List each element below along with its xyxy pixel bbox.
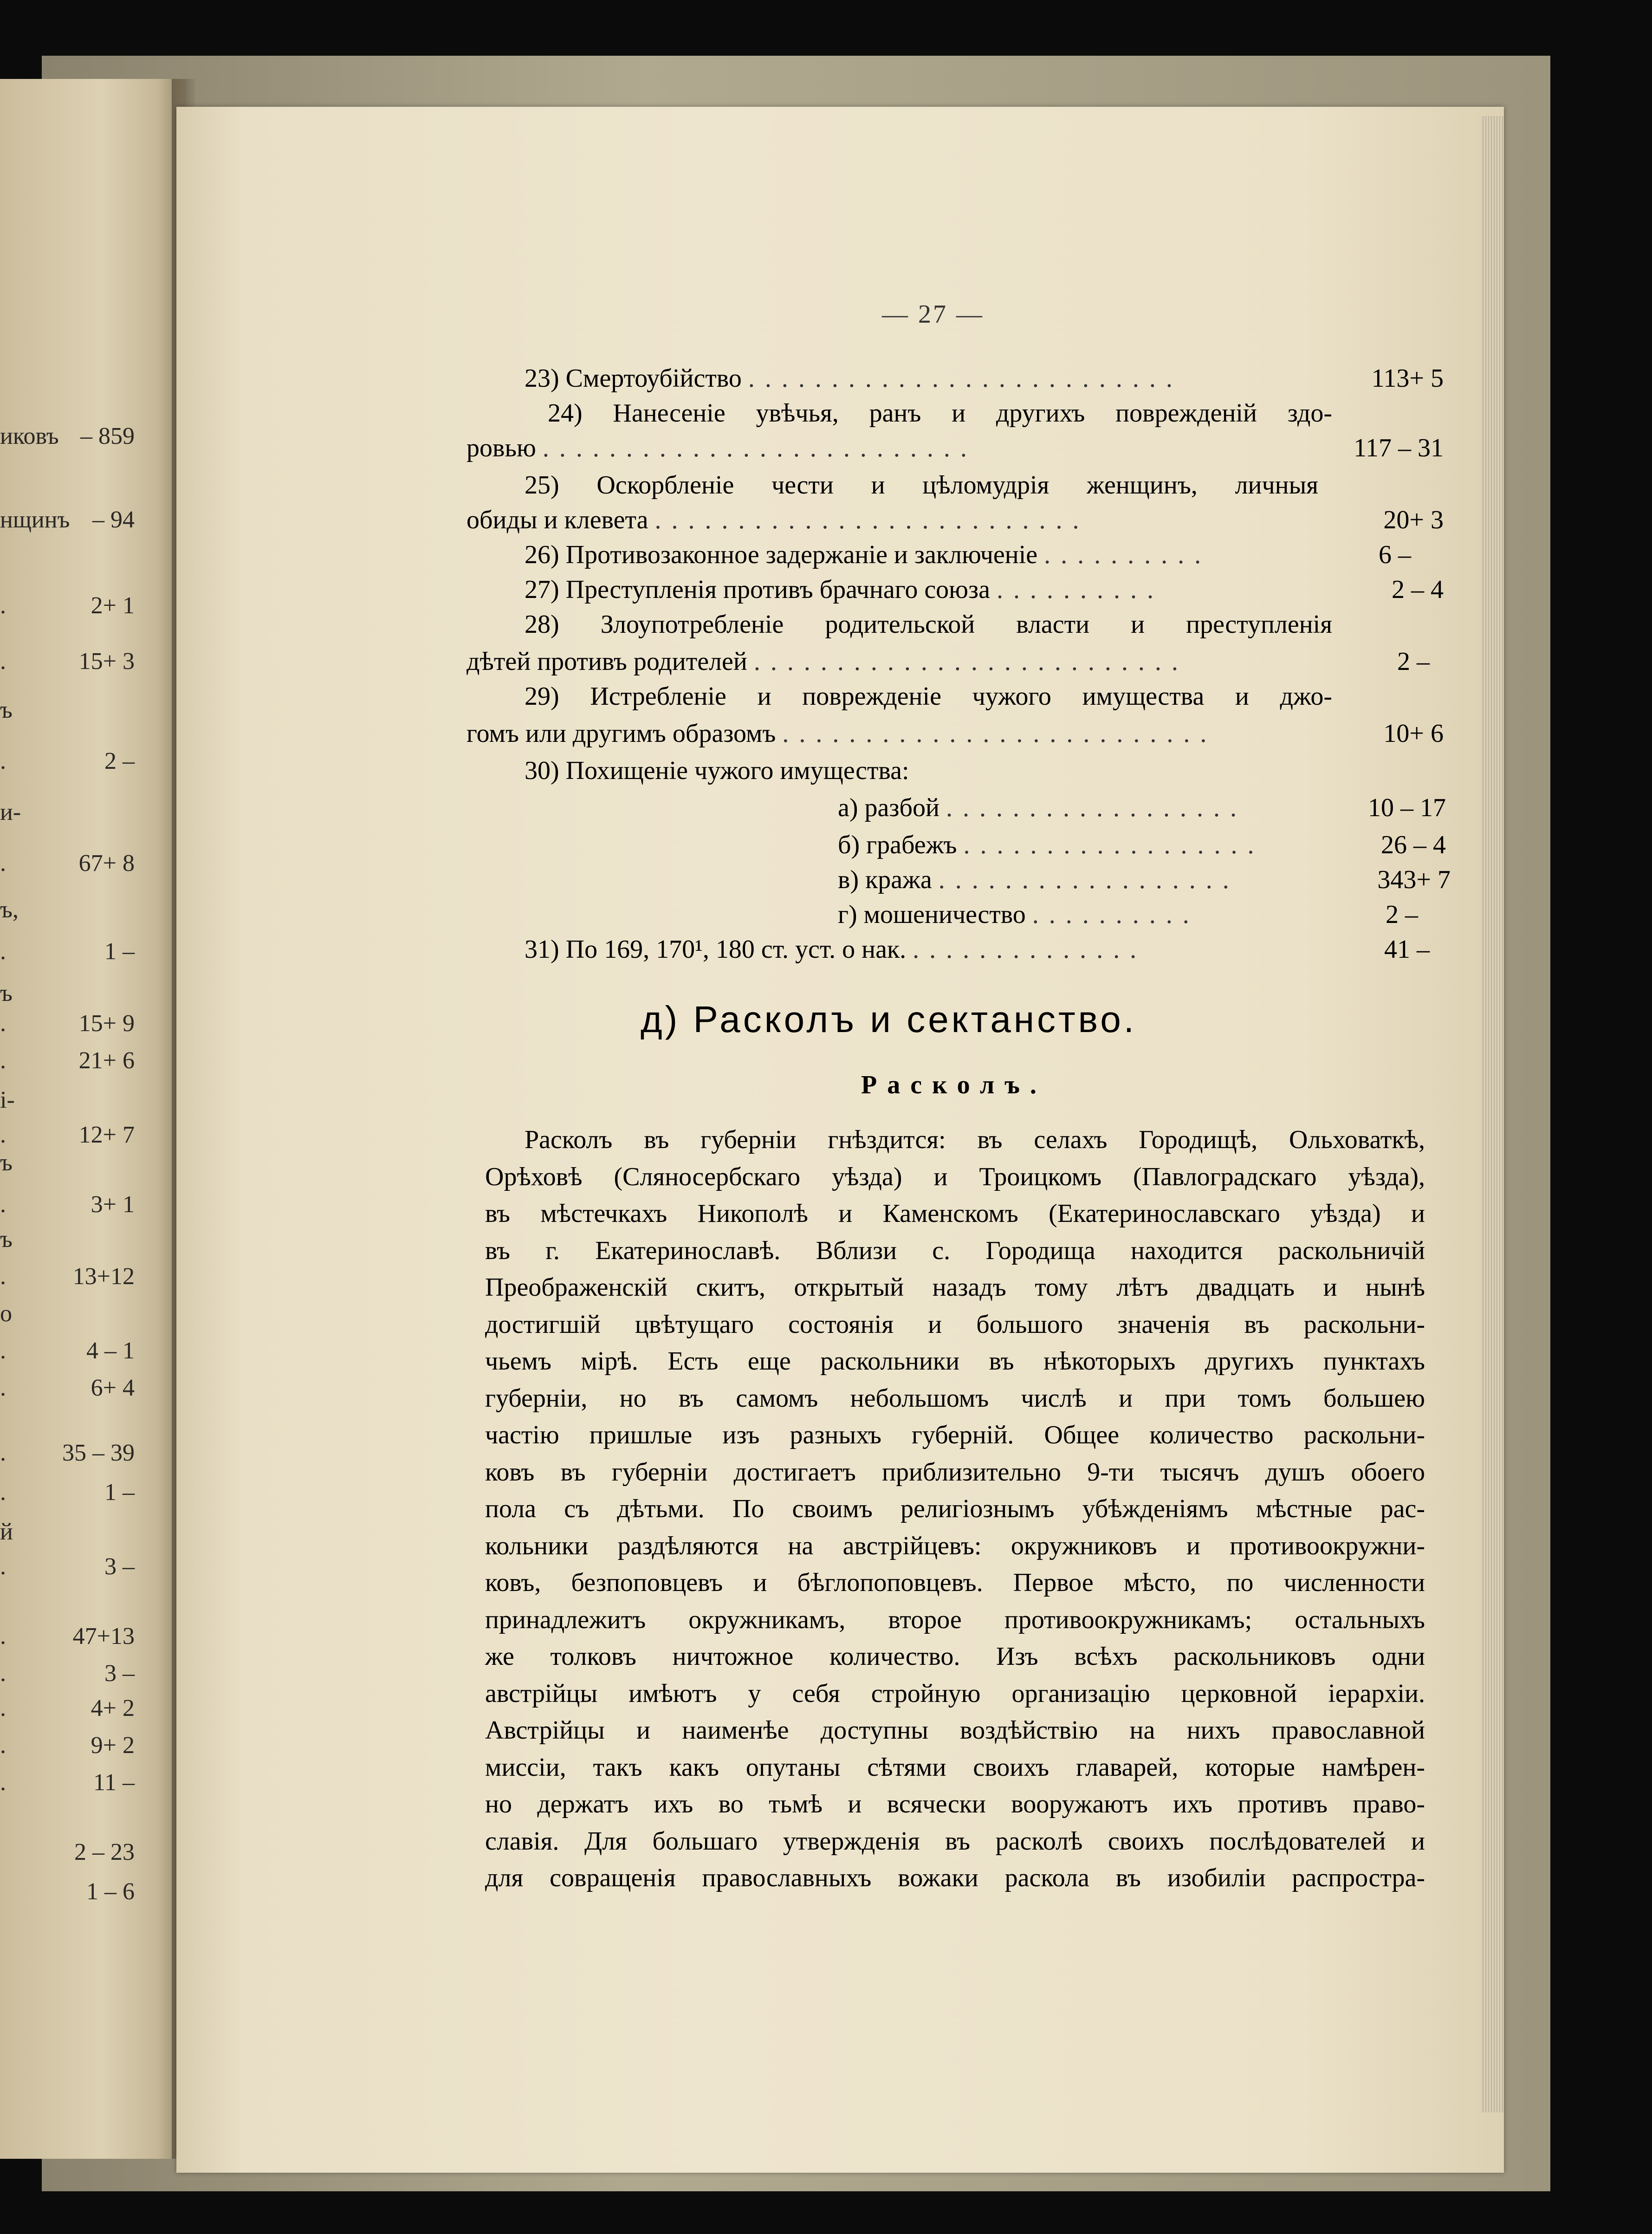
paragraph-line: но держатъ ихъ во тьмѣ и всячески вооружаютъ ихъ противъ право- [485, 1790, 1425, 1818]
list-item-24: ровью .......................... 117 – 31 [466, 432, 1444, 464]
left-page-number: – 859 [80, 423, 135, 449]
list-item-value: 41 – [1384, 935, 1430, 964]
list-item-29: гомъ или другимъ образомъ .......................... 10+ 6 [466, 717, 1444, 750]
list-item-value: 2 – 4 [1392, 575, 1444, 604]
left-page-line [0, 1086, 186, 1114]
left-page-text: . [0, 1122, 6, 1148]
left-page-number: 3 – [104, 1660, 135, 1687]
left-page-text: . [0, 1263, 6, 1290]
left-page-text: ъ [0, 1149, 13, 1176]
list-item-24-line1: 24) Нанесеніе увѣчья, ранъ и другихъ поврежденій здо- [548, 399, 1332, 428]
left-page-line [0, 506, 186, 534]
list-item-28-line1: 28) Злоупотребленіе родительской власти и преступленія [525, 610, 1332, 639]
page-number: — 27 — [882, 300, 984, 329]
left-page-line [0, 1191, 186, 1219]
list-item-label: обиды и клевета [466, 506, 648, 534]
list-item-value: 2 – [1397, 647, 1430, 676]
left-page [0, 79, 186, 2159]
left-page-number: 11 – [93, 1769, 135, 1796]
paragraph-line: славія. Для большаго утвержденія въ расколѣ своихъ послѣдователей и [485, 1826, 1425, 1856]
list-item-30b: б) грабежъ .................. 26 – 4 [838, 829, 1446, 861]
left-page-text: . [0, 1191, 6, 1218]
left-page-number: 3+ 1 [91, 1191, 135, 1218]
left-page-line [0, 1479, 186, 1507]
left-page-text: ъ [0, 980, 13, 1007]
list-item-value: 10 – 17 [1368, 793, 1446, 822]
left-page-number: 21+ 6 [78, 1047, 135, 1074]
left-page-text: . [0, 1479, 6, 1506]
left-page-line [0, 747, 186, 775]
left-page-text: . [0, 1769, 6, 1796]
left-page-line [0, 1623, 186, 1650]
left-page-line [0, 896, 186, 924]
left-page-number: – 94 [92, 507, 135, 533]
list-item-25: обиды и клевета .......................... 20+ 3 [466, 504, 1444, 536]
left-page-text: ъ, [0, 896, 19, 923]
paragraph-line: въ мѣстечкахъ Никополѣ и Каменскомъ (Екатеринославскаго уѣзда) и [485, 1199, 1425, 1228]
left-page-number: 13+12 [72, 1263, 135, 1290]
left-page-line [0, 1838, 186, 1866]
left-page-text: . [0, 1695, 6, 1721]
list-item-value: 10+ 6 [1383, 719, 1444, 748]
list-item-label: в) кража [838, 865, 932, 894]
left-page-line [0, 1660, 186, 1688]
left-page-text: . [0, 1553, 6, 1580]
list-item-value: 113+ 5 [1371, 364, 1444, 393]
left-page-text: . [0, 850, 6, 877]
left-page-number: 3 – [104, 1553, 135, 1580]
left-page-line [0, 1149, 186, 1177]
left-page-line [0, 1121, 186, 1149]
left-page-text: ъ [0, 697, 13, 723]
paragraph-line: пола съ дѣтьми. По своимъ религіознымъ убѣжденіямъ мѣстные рас- [485, 1494, 1425, 1523]
paragraph-line: ковъ въ губерніи достигаетъ приблизительно 9-ти тысячъ душъ обоего [485, 1457, 1425, 1487]
left-page-number: 9+ 2 [91, 1732, 135, 1759]
left-page-text: . [0, 1338, 6, 1364]
list-item-label: гомъ или другимъ образомъ [466, 719, 776, 748]
left-page-text: і- [0, 1087, 15, 1113]
paragraph-line: миссіи, такъ какъ опутаны сѣтями своихъ главарей, которые намѣрен- [485, 1753, 1425, 1782]
left-page-number: 67+ 8 [78, 850, 135, 877]
left-page-line [0, 1226, 186, 1253]
list-item-23: 23) Смертоубійство .......................... 113+ 5 [525, 362, 1444, 395]
left-page-text: и- [0, 799, 21, 825]
left-page-line [0, 1300, 186, 1328]
list-item-31: 31) По 169, 170¹, 180 ст. уст. о нак. .............. 41 – [525, 933, 1444, 966]
left-page-line [0, 799, 186, 826]
paragraph-line: же толковъ ничтожное количество. Изъ всѣхъ раскольниковъ одни [485, 1642, 1425, 1671]
left-page-line [0, 1374, 186, 1402]
left-page-text: . [0, 1623, 6, 1650]
left-page-text: . [0, 1375, 6, 1401]
left-page-text: иковъ [0, 423, 59, 449]
paragraph-line: кольники раздѣляются на австрійцевъ: окружниковъ и противоокружни- [485, 1531, 1425, 1560]
left-page-line [0, 696, 186, 724]
paragraph-line: Орѣховѣ (Сляносербскаго уѣзда) и Троицкомъ (Павлоградскаго уѣзда), [485, 1162, 1425, 1191]
paragraph-line: губерніи, но въ самомъ небольшомъ числѣ и при томъ большею [485, 1383, 1425, 1413]
left-page-text: . [0, 748, 6, 774]
left-page-number: 6+ 4 [91, 1375, 135, 1401]
list-item-30d: г) мошеничество .......... 2 – [838, 898, 1446, 931]
list-item-label: 23) Смертоубійство [525, 364, 742, 393]
left-page-line [0, 1047, 186, 1075]
list-item-30: 30) Похищеніе чужого имущества: [525, 756, 909, 785]
left-page-text: й [0, 1519, 13, 1545]
left-page-number: 2 – 23 [74, 1839, 135, 1865]
list-item-26: 26) Противозаконное задержаніе и заключеніе .......... 6 – [525, 539, 1444, 571]
paragraph-line: въ г. Екатеринославѣ. Вблизи с. Городища находится раскольничій [485, 1236, 1425, 1265]
left-page-text: нщинъ [0, 507, 70, 533]
paragraph-line: чьемъ мірѣ. Есть еще раскольники въ нѣкоторыхъ другихъ пунктахъ [485, 1347, 1425, 1376]
list-item-value: 26 – 4 [1381, 831, 1446, 859]
left-page-text: . [0, 1047, 6, 1074]
left-page-line [0, 592, 186, 620]
list-item-value: 343+ 7 [1377, 865, 1451, 894]
left-page-text: . [0, 1010, 6, 1037]
left-page-text: . [0, 1440, 6, 1466]
list-item-30c: в) кража .................. 343+ 7 [838, 864, 1451, 896]
list-item-label: дѣтей противъ родителей [466, 647, 747, 676]
paragraph-line: австрійцы имѣютъ у себя стройную организацію церковной іерархіи. [485, 1679, 1425, 1708]
left-page-number: 12+ 7 [78, 1122, 135, 1148]
left-page-line [0, 648, 186, 675]
page-edges [1481, 116, 1504, 2112]
list-item-28: дѣтей противъ родителей .......................... 2 – [466, 645, 1444, 678]
left-page-number: 4+ 2 [91, 1695, 135, 1721]
list-item-value: 117 – 31 [1354, 434, 1444, 462]
left-page-text: о [0, 1300, 12, 1327]
list-item-label: а) разбой [838, 793, 939, 822]
list-item-label: 31) По 169, 170¹, 180 ст. уст. о нак. [525, 935, 907, 964]
paragraph-line: для совращенія православныхъ вожаки раскола въ изобиліи распростра- [485, 1864, 1425, 1892]
subsection-title: Расколъ. [861, 1071, 1047, 1099]
left-page-text: ъ [0, 1226, 13, 1253]
list-item-27: 27) Преступленія противъ брачнаго союза .......... 2 – 4 [525, 573, 1444, 606]
left-page-line [0, 1553, 186, 1581]
list-item-label: 27) Преступленія противъ брачнаго союза [525, 575, 990, 604]
list-item-value: 2 – [1386, 900, 1418, 929]
left-page-line [0, 422, 186, 450]
list-item-value: 20+ 3 [1383, 506, 1444, 534]
left-page-line [0, 1263, 186, 1291]
left-page-line [0, 938, 186, 966]
left-page-number: 15+ 3 [78, 648, 135, 675]
left-page-number: 4 – 1 [86, 1338, 135, 1364]
list-item-29-line1: 29) Истребленіе и поврежденіе чужого имущества и джо- [525, 682, 1332, 711]
left-page-text: . [0, 1660, 6, 1687]
list-item-30a: а) разбой .................. 10 – 17 [838, 792, 1446, 824]
left-page-line [0, 1337, 186, 1365]
left-page-number: 1 – [104, 938, 135, 965]
left-page-line [0, 1732, 186, 1760]
left-page-text: . [0, 938, 6, 965]
left-page-line [0, 1010, 186, 1038]
left-page-line [0, 1518, 186, 1546]
list-item-label: 26) Противозаконное задержаніе и заключеніе [525, 540, 1038, 569]
list-item-value: 6 – [1379, 540, 1411, 569]
left-page-text: . [0, 648, 6, 675]
left-page-line [0, 980, 186, 1007]
left-page-text: . [0, 592, 6, 619]
left-page-text: . [0, 1732, 6, 1759]
paragraph-line: Австрійцы и наименѣе доступны воздѣйствію на нихъ православной [485, 1716, 1425, 1745]
paragraph-line: Расколъ въ губерніи гнѣздится: въ селахъ Городищѣ, Ольховаткѣ, [525, 1125, 1425, 1154]
paragraph-line: принадлежитъ окружникамъ, второе противоокружникамъ; остальныхъ [485, 1605, 1425, 1634]
list-item-label: г) мошеничество [838, 900, 1026, 929]
paragraph-line: достигшій цвѣтущаго состоянія и большого значенія въ раскольни- [485, 1310, 1425, 1339]
paragraph-line: частію пришлые изъ разныхъ губерній. Общее количество раскольни- [485, 1421, 1425, 1449]
left-page-number: 1 – [104, 1479, 135, 1506]
left-page-number: 15+ 9 [78, 1010, 135, 1037]
paragraph-line: ковъ, безпоповцевъ и бѣглопоповцевъ. Первое мѣсто, по численности [485, 1568, 1425, 1597]
left-page-number: 47+13 [72, 1623, 135, 1650]
paragraph-line: Преображенскій скитъ, открытый назадъ тому лѣтъ двадцать и нынѣ [485, 1273, 1425, 1302]
left-page-line [0, 1769, 186, 1797]
left-page-line [0, 1878, 186, 1906]
list-item-label: б) грабежъ [838, 831, 957, 859]
list-item-label: ровью [466, 434, 536, 462]
left-page-number: 2+ 1 [91, 592, 135, 619]
left-page-number: 2 – [104, 748, 135, 774]
left-page-number: 35 – 39 [62, 1440, 135, 1466]
left-page-line [0, 1695, 186, 1722]
list-item-25-line1: 25) Оскорбленіе чести и цѣломудрія женщинъ, личныя [525, 471, 1318, 500]
section-title: д) Расколъ и сектанство. [641, 999, 1137, 1040]
left-page-line [0, 850, 186, 877]
left-page-line [0, 1439, 186, 1467]
left-page-number: 1 – 6 [86, 1878, 135, 1905]
